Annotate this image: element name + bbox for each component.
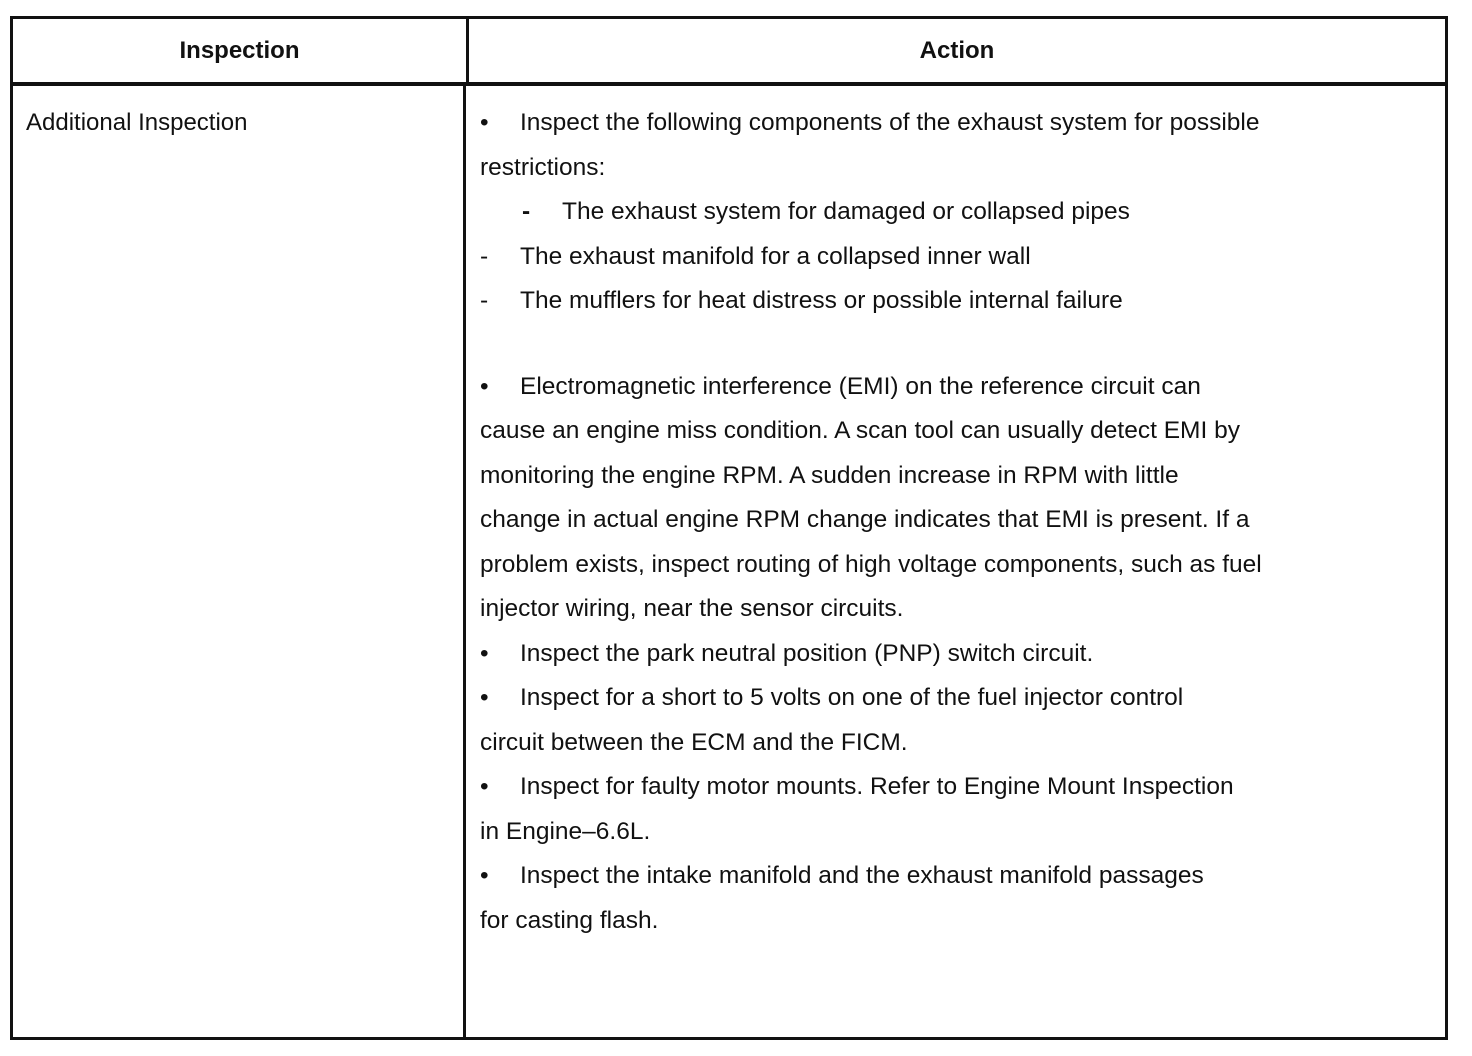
list-item-text: Inspect the park neutral position (PNP) switch circuit.	[520, 639, 1094, 667]
list-item-text: Inspect the following components of the exhaust system for possible	[520, 109, 1260, 136]
list-item	[480, 854, 1380, 899]
spacer	[480, 324, 1380, 365]
list-item	[480, 676, 1380, 721]
sub-list-item-text: The mufflers for heat distress or possible internal failure	[520, 287, 1123, 314]
list-item	[480, 101, 1380, 146]
action-cell	[480, 101, 1380, 943]
list-item-continuation: circuit between the ECM and the FICM.	[480, 728, 908, 756]
dash-icon: -	[480, 287, 489, 314]
sub-list-item	[480, 279, 1380, 324]
list-item-continuation: for casting flash.	[480, 906, 659, 934]
bullet-icon: •	[480, 862, 489, 889]
dash-icon: -	[480, 242, 489, 270]
list-item-continuation: monitoring the engine RPM. A sudden increase in RPM with little	[480, 461, 1179, 489]
dash-icon: -	[522, 198, 531, 225]
list-item	[480, 365, 1380, 410]
list-item	[480, 765, 1380, 810]
inspection-cell: Additional Inspection	[26, 109, 248, 136]
table-header-row	[13, 19, 1445, 86]
bullet-icon: •	[480, 372, 489, 400]
list-item	[480, 632, 1380, 677]
list-item-text: Electromagnetic interference (EMI) on the reference circuit can	[520, 372, 1201, 400]
list-item-continuation: change in actual engine RPM change indicates that EMI is present. If a	[480, 506, 1250, 533]
sub-list-item	[480, 190, 1380, 235]
bullet-icon: •	[480, 109, 489, 136]
sub-list-item	[480, 235, 1380, 280]
list-item-text: Inspect for a short to 5 volts on one of the fuel injector control	[520, 684, 1184, 711]
bullet-icon: •	[480, 684, 489, 711]
inspection-table	[10, 16, 1448, 1040]
list-item-continuation: injector wiring, near the sensor circuits.	[480, 595, 904, 622]
header-action: Action	[919, 36, 995, 64]
list-item-continuation: problem exists, inspect routing of high voltage components, such as fuel	[480, 550, 1262, 578]
column-divider	[463, 86, 466, 1037]
sub-list-item-text: The exhaust system for damaged or collapsed pipes	[562, 198, 1130, 225]
list-item-continuation: restrictions:	[480, 153, 606, 181]
header-inspection: Inspection	[179, 36, 300, 64]
bullet-icon: •	[480, 773, 489, 800]
list-item-continuation: cause an engine miss condition. A scan tool can usually detect EMI by	[480, 417, 1240, 444]
bullet-icon: •	[480, 639, 489, 667]
list-item-text: Inspect the intake manifold and the exhaust manifold passages	[520, 862, 1204, 889]
sub-list-item-text: The exhaust manifold for a collapsed inner wall	[520, 242, 1031, 270]
list-item-continuation: in Engine–6.6L.	[480, 817, 651, 845]
list-item-text: Inspect for faulty motor mounts. Refer to Engine Mount Inspection	[520, 773, 1234, 800]
